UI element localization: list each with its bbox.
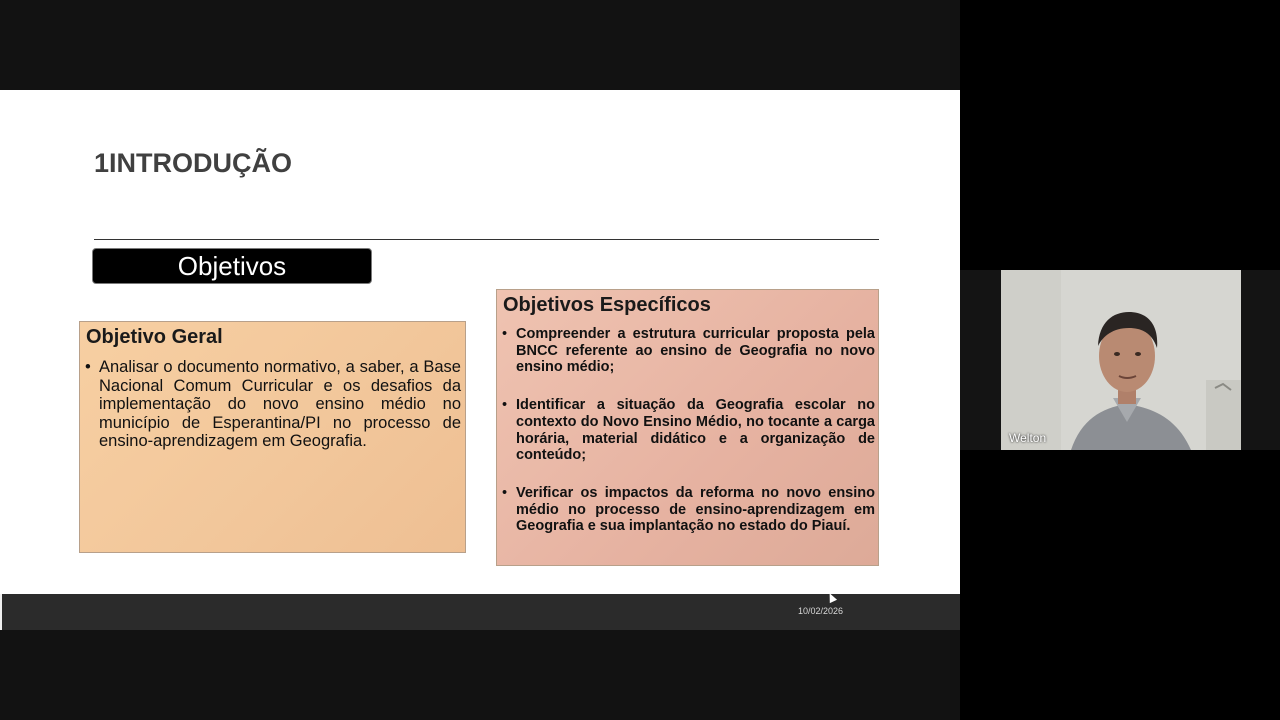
objetivo-geral-list xyxy=(85,358,461,451)
participant-video-tile[interactable] xyxy=(1001,270,1241,450)
objetivos-banner: Objetivos xyxy=(92,248,372,284)
list-item: • Verificar os impactos da reforma no novo ensino médio no processo de ensino-aprendizagem em Geografia e sua implantação no estado do Piauí. xyxy=(502,485,875,535)
list-item: • Identificar a situação da Geografia escolar no contexto do Novo Ensino Médio, no tocante a carga horária, material didático e a organização de conteúdo; xyxy=(502,397,875,464)
participant-video-feed xyxy=(1001,270,1241,450)
objetivos-especificos-box xyxy=(496,289,879,566)
participant-name: Welton xyxy=(1009,431,1047,445)
presentation-slide xyxy=(0,90,960,594)
footer-edge xyxy=(0,594,2,630)
objetivo-geral-heading: Objetivo Geral xyxy=(86,326,223,348)
list-item: • Analisar o documento normativo, a saber, a Base Nacional Comum Curricular e os desafios da implementação do novo ensino médio no município de Esperantina/PI no processo de ensino-aprendizagem em Geografia. xyxy=(85,358,461,451)
slide-title: 1INTRODUÇÃO xyxy=(94,148,293,178)
footer-date: 10/02/2026 xyxy=(798,606,844,616)
objetivo-geral-box xyxy=(79,321,466,553)
objetivos-especificos-list xyxy=(502,326,875,556)
objetivos-especificos-heading: Objetivos Específicos xyxy=(503,294,711,316)
list-item: • Compreender a estrutura curricular proposta pela BNCC referente ao ensino de Geografia no novo ensino médio; xyxy=(502,326,875,376)
title-divider xyxy=(94,239,879,240)
slide-footer-bar xyxy=(0,594,960,630)
